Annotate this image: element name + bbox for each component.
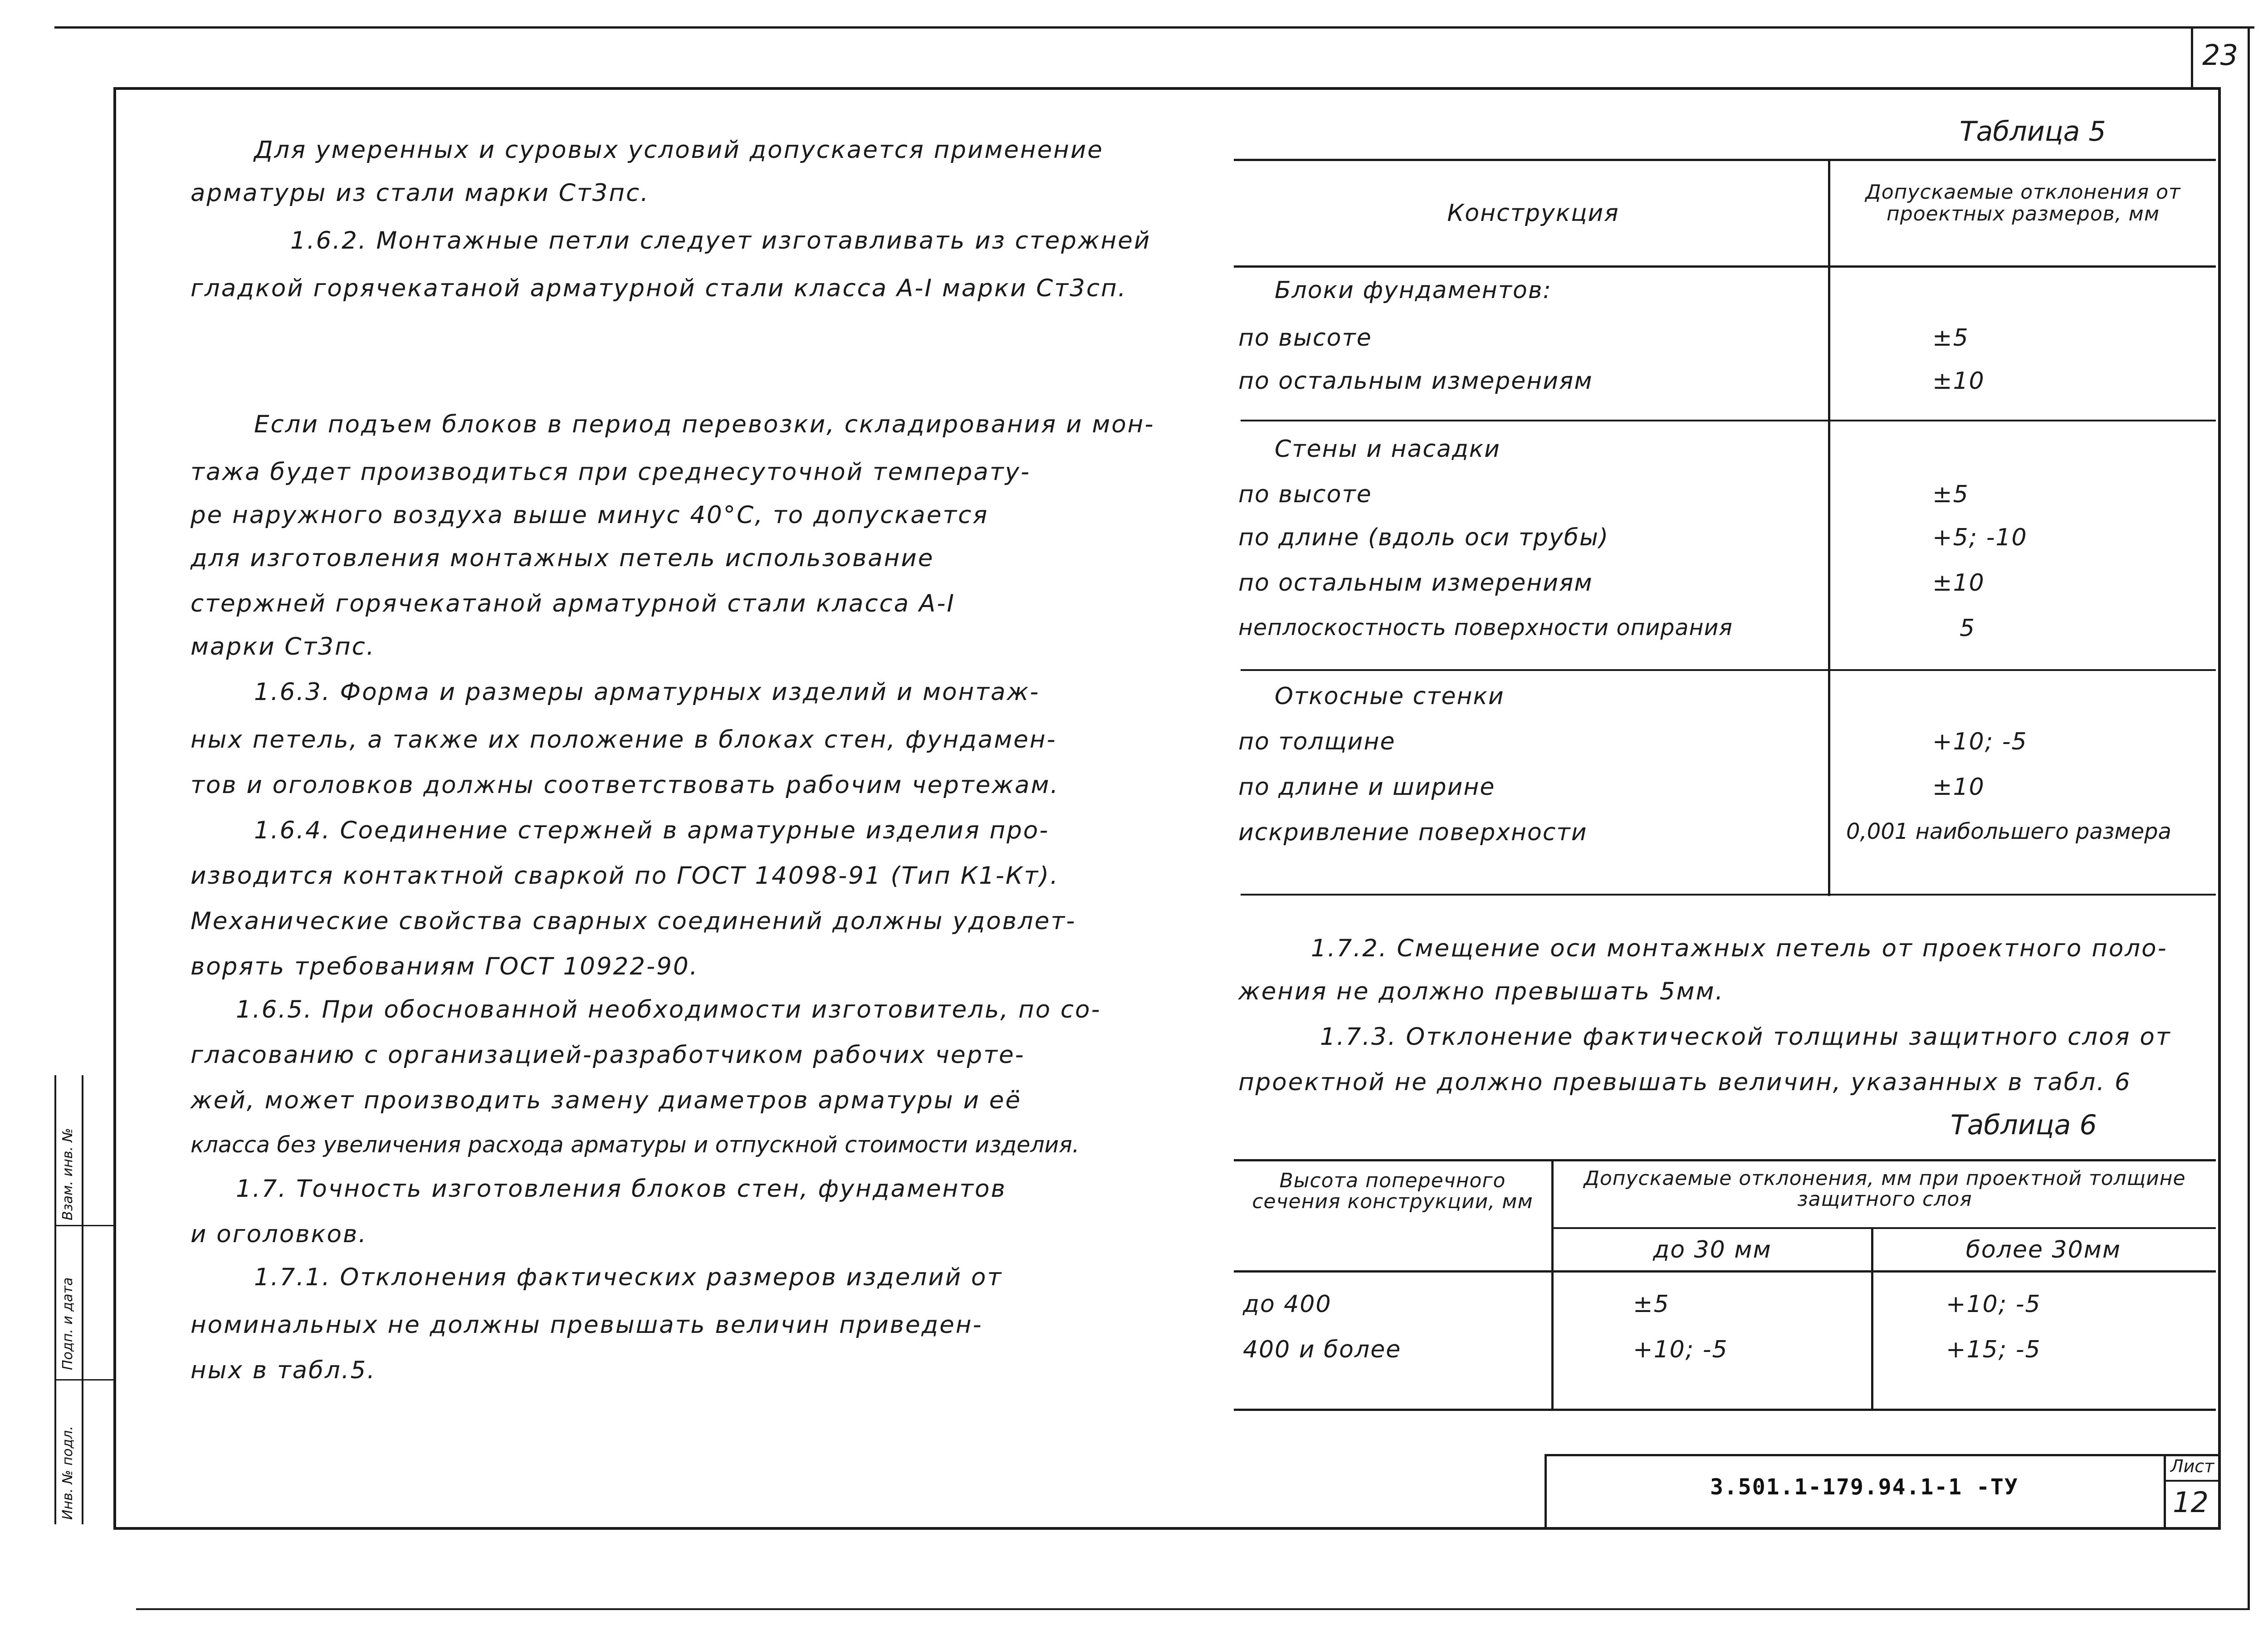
table5-header-deviations: Допускаемые отклонения от проектных размеров, мм	[1865, 181, 2181, 225]
table5-s3-row2-value: ±10	[1932, 774, 1985, 801]
table5-s2-row3-label: по остальным измерениям	[1238, 569, 1593, 597]
left-line-23: и оголовков.	[191, 1220, 368, 1248]
table5-section3-title: Откосные стенки	[1275, 683, 1505, 710]
table5-s3-row3-label: искривление поверхности	[1238, 819, 1588, 846]
table6-caption: Таблица 6	[1950, 1109, 2097, 1141]
left-line-7: ре наружного воздуха выше минус 40°С, то допускается	[191, 501, 989, 529]
left-line-8: для изготовления монтажных петель использование	[191, 544, 934, 572]
table6-col1-divider	[1551, 1159, 1554, 1411]
left-line-14: 1.6.4. Соединение стержней в арматурные изделия про-	[254, 817, 1050, 844]
table6-row1-height: до 400	[1243, 1291, 1332, 1318]
table6-header-bottom	[1234, 1270, 2216, 1273]
margin-stamp-left-line	[54, 1075, 56, 1524]
frame-top-line	[113, 87, 2218, 90]
table5-s3-row1-label: по толщине	[1238, 728, 1396, 755]
table6-row2-height: 400 и более	[1243, 1336, 1402, 1363]
outer-bottom-line	[136, 1608, 2250, 1610]
right-line-1: 1.7.2. Смещение оси монтажных петель от проектного поло-	[1311, 935, 2168, 962]
table6-subheader-1: до 30 мм	[1653, 1236, 1772, 1263]
left-line-11: 1.6.3. Форма и размеры арматурных изделий и монтаж-	[254, 678, 1040, 706]
table5-s1-row2-label: по остальным измерениям	[1238, 367, 1593, 395]
outer-right-line	[2248, 26, 2250, 1610]
left-line-3: 1.6.2. Монтажные петли следует изготавливать из стержней	[290, 227, 1151, 255]
table5-section2-bottom	[1241, 669, 2216, 671]
table6-row2-v1: +10; -5	[1633, 1336, 1728, 1363]
table5-top-line	[1234, 159, 2216, 161]
margin-stamp-label-2: Подп. и дата	[60, 1277, 76, 1370]
left-line-13: тов и оголовков должны соответствовать рабочим чертежам.	[191, 771, 1060, 799]
right-line-2: жения не должно превышать 5мм.	[1238, 978, 1725, 1005]
sheet-number: 12	[2173, 1486, 2209, 1519]
table5-s3-row3-value: 0,001 наибольшего размера	[1846, 819, 2171, 844]
table5-s1-row1-label: по высоте	[1238, 324, 1372, 352]
margin-stamp-label-1: Инв. № подл.	[60, 1426, 76, 1520]
margin-stamp-label-3: Взам. инв. №	[60, 1128, 76, 1220]
left-line-12: ных петель, а также их положение в блоках стен, фундамен-	[191, 726, 1057, 754]
left-line-10: марки Ст3пс.	[191, 633, 376, 661]
left-line-2: арматуры из стали марки Ст3пс.	[191, 179, 650, 207]
table5-s2-row3-value: ±10	[1932, 569, 1985, 597]
table5-section1-title: Блоки фундаментов:	[1275, 277, 1552, 304]
table6-bottom-line	[1234, 1409, 2216, 1411]
table5-s2-row4-label: неплоскостность поверхности опирания	[1238, 615, 1733, 641]
table5-section1-bottom	[1241, 420, 2216, 421]
table5-bottom-line	[1241, 894, 2216, 896]
frame-left-line	[113, 87, 116, 1530]
left-line-4: гладкой горячекатаной арматурной стали класса А-I марки Ст3сп.	[191, 274, 1127, 302]
table5-header-construction: Конструкция	[1447, 200, 1619, 227]
left-line-18: 1.6.5. При обоснованной необходимости изготовитель, по со-	[236, 996, 1101, 1023]
margin-stamp-div-1	[54, 1225, 113, 1226]
table6-top-line	[1234, 1159, 2216, 1161]
title-block-sheet-hline	[2164, 1480, 2220, 1482]
left-line-5: Если подъем блоков в период перевозки, складирования и мон-	[254, 411, 1155, 438]
table5-s2-row1-label: по высоте	[1238, 481, 1372, 508]
table6-col2-divider	[1871, 1227, 1873, 1411]
left-line-20: жей, может производить замену диаметров арматуры и её	[191, 1087, 1022, 1114]
table5-s3-row1-value: +10; -5	[1932, 728, 2028, 755]
table6-row1-v1: ±5	[1633, 1291, 1670, 1318]
left-line-22: 1.7. Точность изготовления блоков стен, фундаментов	[236, 1175, 1007, 1203]
left-line-15: изводится контактной сваркой по ГОСТ 14098-91 (Тип К1-Кт).	[191, 862, 1059, 890]
table5-s3-row2-label: по длине и ширине	[1238, 774, 1496, 801]
table5-s2-row1-value: ±5	[1932, 481, 1969, 508]
table5-s1-row1-value: ±5	[1932, 324, 1969, 352]
left-line-1: Для умеренных и суровых условий допускается применение	[254, 136, 1104, 164]
left-line-6: тажа будет производиться при среднесуточной температу-	[191, 458, 1031, 486]
left-line-21: класса без увеличения расхода арматуры и отпускной стоимости изделия.	[191, 1132, 1080, 1158]
page-number-box-left	[2191, 26, 2193, 90]
left-line-24: 1.7.1. Отклонения фактических размеров изделий от	[254, 1263, 1003, 1291]
table6-subheader-2: более 30мм	[1965, 1236, 2121, 1263]
table6-row1-v2: +10; -5	[1946, 1291, 2041, 1318]
table5-s2-row4-value: 5	[1960, 615, 1976, 642]
table5-s1-row2-value: ±10	[1932, 367, 1985, 395]
stamp-code: 3.501.1-179.94.1-1 -ТУ	[1710, 1474, 2019, 1500]
margin-stamp-div-2	[54, 1379, 113, 1381]
left-line-9: стержней горячекатаной арматурной стали класса А-I	[191, 590, 955, 617]
left-line-26: ных в табл.5.	[191, 1356, 376, 1384]
title-block-top	[1545, 1454, 2220, 1456]
left-line-17: ворять требованиям ГОСТ 10922-90.	[191, 953, 699, 980]
table6-row2-v2: +15; -5	[1946, 1336, 2041, 1363]
table6-subheader-line	[1551, 1227, 2216, 1229]
table5-s2-row2-value: +5; -10	[1932, 524, 2028, 551]
frame-bottom-line	[113, 1527, 2221, 1530]
right-line-3: 1.7.3. Отклонение фактической толщины защитного слоя от	[1320, 1023, 2171, 1051]
margin-stamp-right-line	[82, 1075, 83, 1524]
left-line-16: Механические свойства сварных соединений должны удовлет-	[191, 907, 1076, 935]
sheet-label: Лист	[2170, 1456, 2214, 1476]
table5-s2-row2-label: по длине (вдоль оси трубы)	[1238, 524, 1609, 551]
table6-header-height: Высота поперечного сечения конструкции, мм	[1252, 1169, 1533, 1213]
table5-section2-title: Стены и насадки	[1275, 436, 1501, 463]
table5-header-bottom	[1234, 265, 2216, 268]
table6-header-group: Допускаемые отклонения, мм при проектной толщине защитного слоя	[1584, 1167, 2186, 1211]
title-block-left	[1545, 1454, 1547, 1529]
left-line-25: номинальных не должны превышать величин приведен-	[191, 1311, 983, 1339]
left-line-19: гласованию с организацией-разработчиком рабочих чертe-	[191, 1041, 1025, 1069]
table5-col-divider	[1828, 159, 1830, 896]
right-line-4: проектной не должно превышать величин, указанных в табл. 6	[1238, 1068, 2131, 1096]
top-border-line	[54, 26, 2254, 29]
frame-right-line	[2218, 87, 2221, 1530]
title-block-sheet-divider	[2164, 1454, 2166, 1529]
top-page-number: 23	[2202, 39, 2238, 72]
table5-caption: Таблица 5	[1960, 116, 2106, 147]
